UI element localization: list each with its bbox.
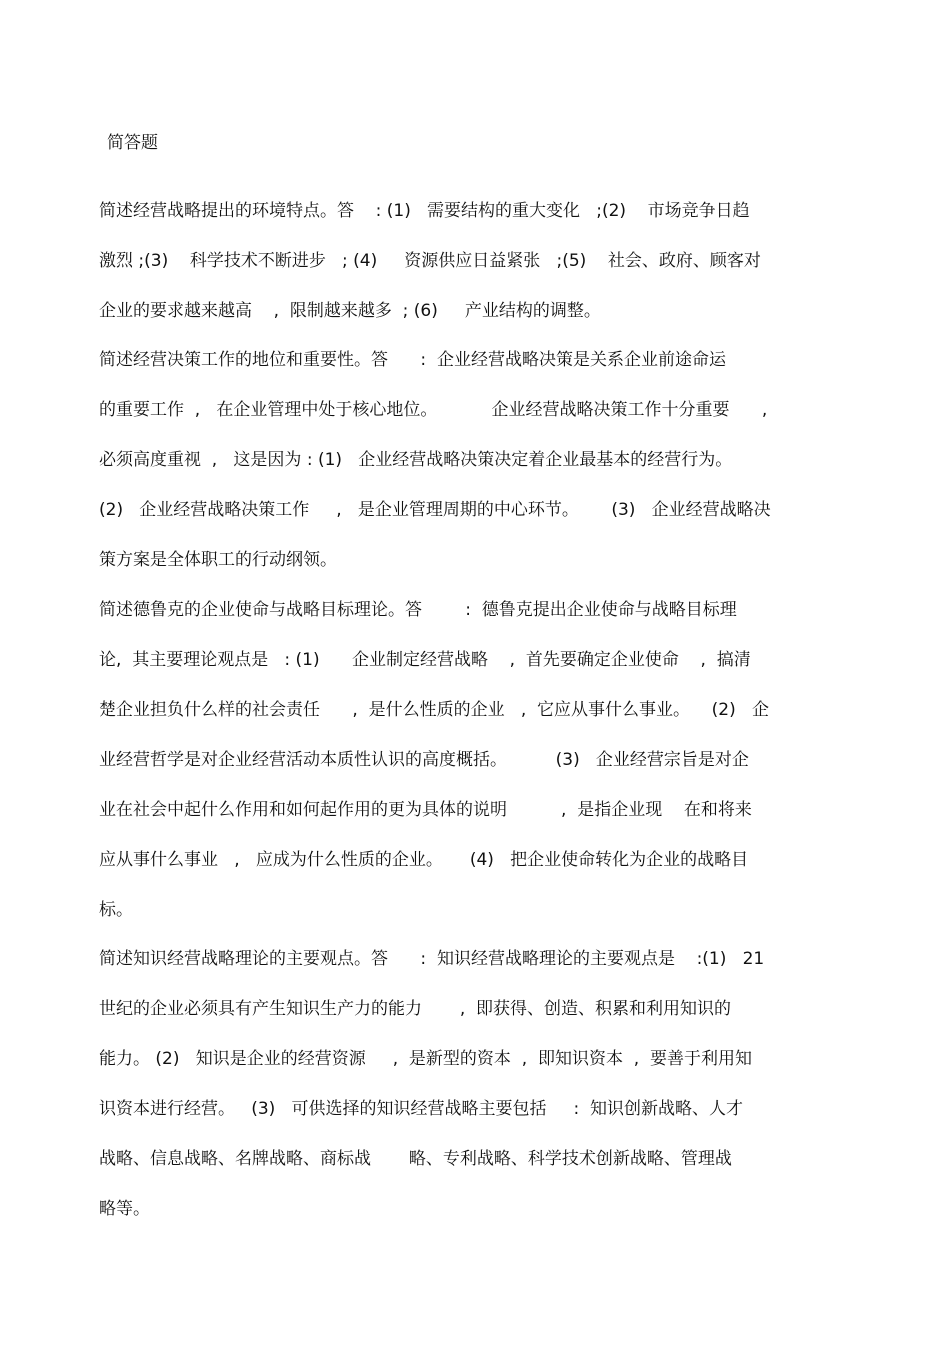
text-line: (2) 企业经营战略决策工作 , 是企业管理周期的中心环节。 (3) 企业经营战略决 [99, 500, 771, 520]
page-title: 简答题 [107, 133, 158, 153]
text-line: 楚企业担负什么样的社会责任 , 是什么性质的企业 , 它应从事什么事业。 (2) 企 [99, 700, 769, 720]
text-line: 策方案是全体职工的行动纲领。 [99, 550, 337, 570]
text-line: 业经营哲学是对企业经营活动本质性认识的高度概括。 (3) 企业经营宗旨是对企 [99, 750, 749, 770]
text-line: 应从事什么事业 , 应成为什么性质的企业。 (4) 把企业使命转化为企业的战略目 [99, 850, 749, 870]
text-line: 世纪的企业必须具有产生知识生产力的能力 , 即获得、创造、积累和利用知识的 [99, 999, 732, 1019]
text-line: 战略、信息战略、名牌战略、商标战 略、专利战略、科学技术创新战略、管理战 [99, 1149, 732, 1169]
text-line: 必须高度重视 , 这是因为 : (1) 企业经营战略决策决定着企业最基本的经营行为。 [99, 450, 733, 470]
text-line: 企业的要求越来越高 , 限制越来越多 ; (6) 产业结构的调整。 [99, 301, 601, 321]
text-line: 简述经营决策工作的地位和重要性。答 : 企业经营战略决策是关系企业前途命运 [99, 350, 726, 370]
text-line: 业在社会中起什么作用和如何起作用的更为具体的说明 , 是指企业现 在和将来 [99, 800, 752, 820]
text-line: 略等。 [99, 1199, 150, 1219]
text-line: 简述德鲁克的企业使命与战略目标理论。答 : 德鲁克提出企业使命与战略目标理 [99, 600, 737, 620]
text-line: 简述经营战略提出的环境特点。答 : (1) 需要结构的重大变化 ;(2) 市场竞争日趋 [99, 201, 750, 221]
text-line: 的重要工作 , 在企业管理中处于核心地位。 企业经营战略决策工作十分重要 , [99, 400, 768, 420]
text-line: 识资本进行经营。 (3) 可供选择的知识经营战略主要包括 : 知识创新战略、人才 [99, 1099, 744, 1119]
text-line: 能力。 (2) 知识是企业的经营资源 , 是新型的资本 , 即知识资本 , 要善于利用知 [99, 1049, 752, 1069]
text-line: 激烈 ;(3) 科学技术不断进步 ; (4) 资源供应日益紧张 ;(5) 社会、政府、顾客对 [99, 251, 761, 271]
text-line: 论, 其主要理论观点是 : (1) 企业制定经营战略 , 首先要确定企业使命 , 搞清 [99, 650, 751, 670]
text-line: 简述知识经营战略理论的主要观点。答 : 知识经营战略理论的主要观点是 :(1) 21 [99, 949, 765, 969]
text-line: 标。 [99, 900, 133, 920]
